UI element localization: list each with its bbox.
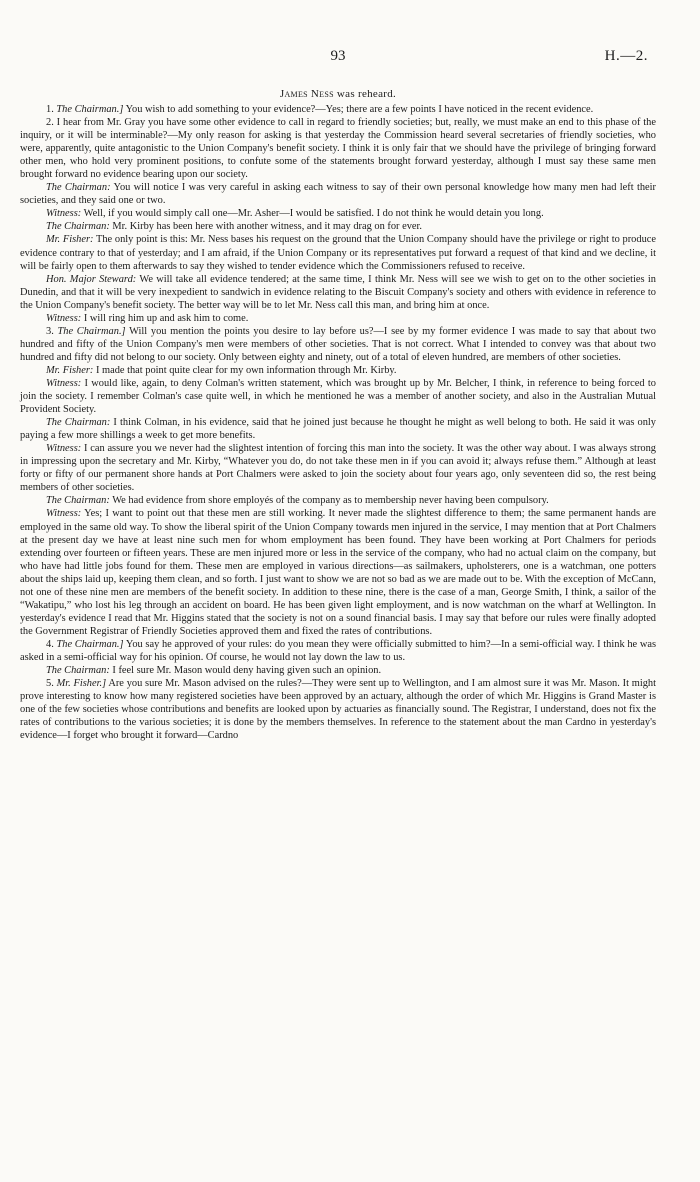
paragraph bbox=[20, 677, 656, 742]
page-header bbox=[20, 48, 656, 68]
paragraph-text: You wish to add something to your evidence?—Yes; there are a few points I have noticed in the recent evidence. bbox=[123, 104, 594, 115]
paragraph-text: You say he approved of your rules: do you mean they were officially submitted to him?—In a semi-official way. I think he was asked in a semi-official way for his opinion. Of course, he would not lay down the law to us. bbox=[20, 638, 657, 663]
speaker-label: Mr. Fisher.] bbox=[56, 678, 107, 690]
paragraph bbox=[20, 233, 656, 272]
page-number: 93 bbox=[330, 48, 346, 64]
paragraph bbox=[20, 416, 656, 442]
question-number: 5. bbox=[46, 678, 57, 690]
document-body bbox=[20, 103, 656, 742]
page-reference: H.—2. bbox=[604, 48, 648, 64]
section-title bbox=[20, 88, 656, 100]
question-number: 1. bbox=[46, 104, 57, 115]
speaker-label: Mr. Fisher: bbox=[46, 234, 94, 246]
paragraph bbox=[20, 116, 656, 181]
question-number: 3. bbox=[46, 325, 58, 337]
paragraph bbox=[20, 181, 656, 207]
paragraph-text: We will take all evidence tendered; at the same time, I think Mr. Ness will see we wish to get on to the other societies in Dunedin, and that it will be very inexpedient to sandwich in evidence relating to the Biscuit Company's society and others with evidence in reference to the Union Company's benefit society. The better way will be to let Mr. Ness call this man, and bring him at once. bbox=[20, 273, 656, 311]
paragraph-text: I would like, again, to deny Colman's written statement, which was brought up by Mr. Belcher, I think, in reference to being forced to join the society. I remember Colman's case quite well, in which he mentioned he was a member of another society, and also in the Australian Mutual Provident Society. bbox=[20, 377, 656, 416]
paragraph bbox=[20, 207, 656, 220]
paragraph-text: I can assure you we never had the slightest intention of forcing this man into the society. It was the other way about. I was always strong in impressing upon the secretary and Mr. Kirby, “Whatever you do, do not take these men in if you can avoid it; always refuse them.” Although at least forty or fifty of our permanent shore hands at Port Chalmers were asked to join the society about four years ago, only seventeen did so, the rest being members of other societies. bbox=[20, 443, 656, 494]
paragraph-text: Yes; I want to point out that these men are still working. It never made the slightest difference to them; the same permanent hands are employed in the same old way. To show the liberal spirit of the Union Company towards men injured in the service, I may mention that at Port Chalmers at the present day we have at least nine such men for whom employment has been found. They have been working at Port Chalmers for periods extending over fourteen or fifteen years. These are men injured more or less in the service of the company, who had no actual claim on the company, but who have had little jobs found for them. These men are employed in various directions—as sailmakers, upholsterers, one is a watchman, one potters about the ships laid up, keeping them clean, and so forth. I just want to show we are not so bad as we are made out to be. With the exception of McCann, not one of these nine men are members of the benefit society. In addition to these nine, there is the case of a man, George Smith, I think, a sailor of the “Wakatipu,” who lost his leg through an accident on board. He has been given light employment, and is now watchman on the wharf at Wellington. In yesterday's evidence I read that Mr. Higgins stated that the society is not on a sound financial basis. I may say that before our rules were finally adopted the Government Registrar of Friendly Societies approved them and fixed the rates of contributions. bbox=[20, 508, 656, 637]
question-number: 4. bbox=[46, 638, 57, 650]
paragraph bbox=[20, 638, 656, 664]
speaker-label: The Chairman.] bbox=[56, 104, 124, 115]
paragraph bbox=[20, 377, 656, 416]
paragraph-text: Are you sure Mr. Mason advised on the rules?—They were sent up to Wellington, and I am almost sure it was Mr. Mason. It might prove interesting to know how many registered societies have been approved by an actuary, although the order of which Mr. Higgins is Grand Master is one of the few societies whose contributions and benefits are looked upon by actuaries as financially sound. The Registrar, I understand, does not fix the rates of contributions to the various societies; it is done by the members themselves. In reference to the statement about the man Cardno in yesterday's evidence—I forget who brought it forward—Cardno bbox=[20, 678, 656, 742]
paragraph bbox=[20, 364, 656, 377]
paragraph bbox=[20, 220, 656, 233]
speaker-label: Witness: bbox=[46, 508, 82, 520]
paragraph-text: I made that point quite clear for my own information through Mr. Kirby. bbox=[93, 364, 397, 376]
speaker-label: The Chairman: bbox=[46, 417, 111, 429]
paragraph bbox=[20, 442, 656, 494]
speaker-label: The Chairman: bbox=[46, 221, 110, 233]
paragraph bbox=[20, 103, 656, 116]
speaker-label: Witness: bbox=[46, 208, 82, 220]
paragraph bbox=[20, 325, 656, 364]
paragraph-text: You will notice I was very careful in asking each witness to say of their own personal knowledge how many men had left their societies, and they said one or two. bbox=[20, 182, 656, 207]
paragraph-text: I think Colman, in his evidence, said that he joined just because he thought he might as well belong to both. He said it was only paying a few more shillings a week to get more benefits. bbox=[20, 417, 656, 442]
speaker-label: The Chairman: bbox=[46, 665, 110, 677]
speaker-label: Hon. Major Steward: bbox=[46, 273, 137, 285]
speaker-label: Witness: bbox=[46, 312, 82, 324]
paragraph bbox=[20, 273, 656, 312]
speaker-label: The Chairman.] bbox=[56, 638, 124, 650]
paragraph-text: Will you mention the points you desire to lay before us?—I see by my former evidence I was made to say that about two hundred and fifty of the Union Company's men were members of other societies. That is not correct. What I intended to convey was that about two hundred and fifty did not belong to our society. Only between eighty and ninety, out of a total of eleven hundred, are members of other societies. bbox=[20, 325, 656, 363]
paragraph-text: We had evidence from shore employés of the company as to membership never having been compulsory. bbox=[109, 495, 549, 507]
speaker-label: Witness: bbox=[46, 443, 82, 455]
paragraph bbox=[20, 664, 656, 677]
speaker-label: The Chairman.] bbox=[57, 325, 126, 337]
paragraph-text: I feel sure Mr. Mason would deny having given such an opinion. bbox=[109, 665, 382, 677]
paragraph-text: Mr. Kirby has been here with another witness, and it may drag on for ever. bbox=[109, 221, 423, 233]
witness-name: James Ness bbox=[279, 88, 334, 100]
paragraph-text: I will ring him up and ask him to come. bbox=[81, 312, 249, 324]
paragraph bbox=[20, 312, 656, 325]
paragraph-text: 2. I hear from Mr. Gray you have some other evidence to call in regard to friendly societies; but, really, we must make an end to this phase of the inquiry, or it will be interminable?—My only reason for asking is that yesterday the Commission heard several secretaries of friendly societies, who were, apparently, quite antagonistic to the Union Company's benefit society. I think it is only fair that we should have the privilege of bringing forward other men, who hold very prominent positions, to confute some of the statements brought forward yesterday, although I must say these same men brought forward no evidence bearing upon our society. bbox=[20, 117, 656, 181]
section-title-rest: was reheard. bbox=[333, 88, 397, 100]
paragraph-text: Well, if you would simply call one—Mr. Asher—I would be satisfied. I do not think he would detain you long. bbox=[81, 208, 544, 220]
speaker-label: Mr. Fisher: bbox=[46, 364, 94, 376]
paragraph bbox=[20, 507, 656, 637]
speaker-label: Witness: bbox=[46, 377, 82, 389]
paragraph-text: The only point is this: Mr. Ness bases his request on the ground that the Union Company should have the privilege or right to produce evidence contrary to that of yesterday; and I am afraid, if the Union Company or its representatives put forward a request of that kind and we decline, it will be fairly open to them afterwards to say they wished to tender evidence which the Commissioners refused to receive. bbox=[20, 234, 656, 272]
speaker-label: The Chairman: bbox=[46, 495, 110, 507]
paragraph bbox=[20, 494, 656, 507]
speaker-label: The Chairman: bbox=[46, 182, 111, 194]
